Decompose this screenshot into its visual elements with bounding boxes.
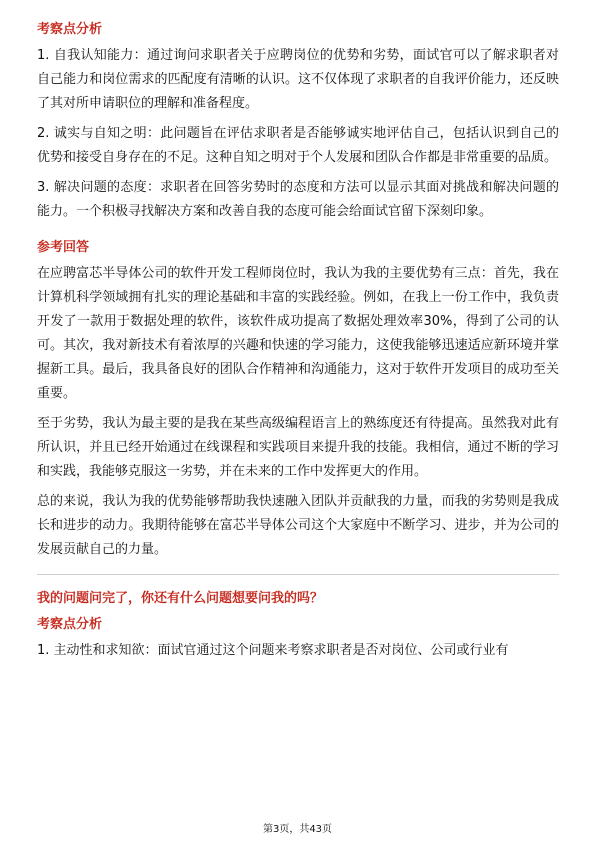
section-heading-reference-answer: 参考回答: [37, 240, 90, 255]
analysis-item-1: 1. 自我认知能力：通过询问求职者关于应聘岗位的优势和劣势，面试官可以了解求职者对自己能力和岗位需求的匹配度有清晰的认识。这不仅体现了求职者的自我评价能力，还反映了其对所申请职位的理解和准备程度。: [37, 48, 559, 111]
answer-paragraph-1: 在应聘富芯半导体公司的软件开发工程师岗位时，我认为我的主要优势有三点：首先，我在计算机科学领域拥有扎实的理论基础和丰富的实践经验。例如，在我上一份工作中，我负责开发了一款用于数据处理的软件，该软件成功提高了数据处理效率30%，得到了公司的认可。其次，我对新技术有着浓厚的兴趣和快速的学习能力，这使我能够迅速适应新环境并掌握新工具。最后，我具备良好的团队合作精神和沟通能力，这对于软件开发项目的成功至关重要。: [37, 266, 559, 401]
analysis-item-2: 2. 诚实与自知之明：此问题旨在评估求职者是否能够诚实地评估自己，包括认识到自己的优势和接受自身存在的不足。这种自知之明对于个人发展和团队合作都是非常重要的品质。: [37, 126, 559, 165]
answer-paragraph-2: 至于劣势，我认为最主要的是我在某些高级编程语言上的熟练度还有待提高。虽然我对此有所认识，并且已经开始通过在线课程和实践项目来提升我的技能。我相信，通过不断的学习和实践，我能够克服这一劣势，并在未来的工作中发挥更大的作用。: [37, 416, 559, 479]
section-heading-analysis-2: 考察点分析: [37, 617, 103, 632]
page-content: [37, 20, 559, 663]
analysis-item-next-1: 1. 主动性和求知欲：面试官通过这个问题来考察求职者是否对岗位、公司或行业有: [37, 643, 509, 658]
page-footer: 第3页，共43页: [262, 824, 333, 835]
section-divider: [37, 574, 559, 575]
question-title: 我的问题问完了，你还有什么问题想要问我的吗？: [37, 591, 324, 606]
analysis-item-3: 3. 解决问题的态度：求职者在回答劣势时的态度和方法可以显示其面对挑战和解决问题的能力。一个积极寻找解决方案和改善自我的态度可能会给面试官留下深刻印象。: [37, 180, 559, 219]
answer-paragraph-3: 总的来说，我认为我的优势能够帮助我快速融入团队并贡献我的力量，而我的劣势则是我成长和进步的动力。我期待能够在富芯半导体公司这个大家庭中不断学习、进步，并为公司的发展贡献自己的力量。: [37, 494, 559, 557]
section-heading-analysis: 考察点分析: [37, 22, 103, 37]
